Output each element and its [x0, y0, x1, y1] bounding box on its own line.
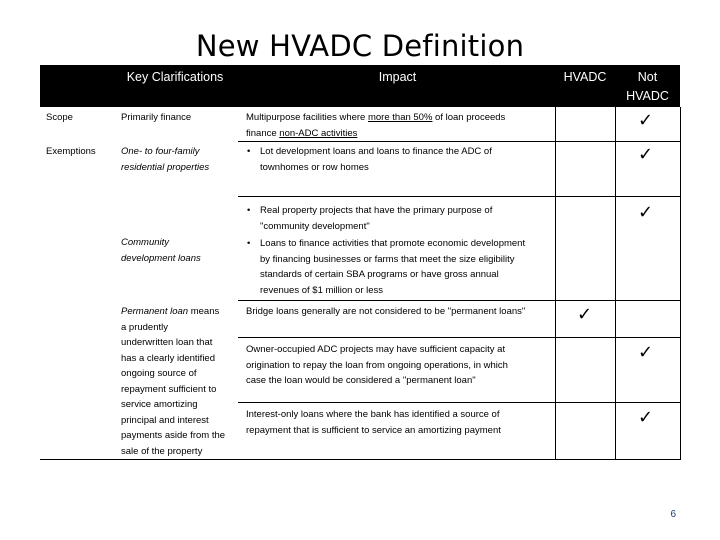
scope-impact-text-1: Multipurpose facilities where: [246, 112, 368, 123]
permanent-key: [121, 304, 239, 459]
permanent-key-line2: underwritten loan that: [121, 337, 213, 348]
bullet-icon: •: [247, 205, 251, 216]
header-not-hvadc-line1: Not: [637, 70, 658, 84]
permanent-key-line6: service amortizing: [121, 399, 198, 410]
exemptions-impact-line1: Lot development loans and loans to finance the ADC of: [260, 146, 492, 157]
owner-occupied-line3: case the loan would be considered a "permanent loan": [246, 375, 476, 386]
header-key-clarifications: Key Clarifications: [126, 70, 224, 84]
check-icon-community-not-hvadc: ✓: [638, 202, 654, 223]
exemptions-impact-line2: townhomes or row homes: [260, 161, 369, 173]
community-bullet1-line2: "community development": [260, 220, 370, 232]
permanent-key-line5: repayment sufficient to: [121, 383, 217, 395]
check-icon-exemptions-not-hvadc: ✓: [638, 144, 654, 165]
divider-community: [238, 300, 681, 301]
community-bullet2-line3: standards of certain SBA programs or have gross annual: [260, 269, 499, 280]
check-icon-owner-occupied-not-hvadc: ✓: [638, 342, 654, 363]
exemptions-key-line2: residential properties: [121, 161, 210, 173]
header-hvadc: HVADC: [563, 70, 607, 84]
owner-occupied-line1: Owner-occupied ADC projects may have sufficient capacity at: [246, 344, 506, 355]
community-bullet1-line1: Real property projects that have the primary purpose of: [260, 205, 493, 216]
page-number: 6: [670, 509, 676, 520]
permanent-interest-only: [246, 407, 551, 438]
scope-impact: [246, 110, 551, 141]
community-key-line1: Community: [121, 237, 170, 248]
row-label-exemptions: Exemptions: [46, 146, 96, 157]
permanent-key-line0: means: [190, 306, 220, 317]
divider-exemptions-1: [238, 196, 681, 197]
community-bullet2-line2: by financing businesses or farms that meet the size eligibility: [260, 253, 515, 265]
bullet-icon: •: [247, 146, 251, 157]
divider-scope: [238, 141, 681, 142]
exemptions-key: [121, 144, 209, 175]
header-impact: Impact: [378, 70, 417, 84]
scope-impact-underlined: more than 50%: [367, 112, 433, 123]
permanent-key-line8: payments aside from the: [121, 430, 226, 441]
divider-owner-occupied: [238, 402, 681, 403]
permanent-key-line3: has a clearly identified: [121, 352, 215, 364]
check-icon-bridge-hvadc: ✓: [577, 304, 593, 325]
permanent-key-italic: Permanent loan: [121, 306, 189, 317]
permanent-key-line4: ongoing source of: [121, 368, 197, 379]
community-bullet2-line1: Loans to finance activities that promote economic development: [260, 238, 526, 249]
divider-bridge: [238, 337, 681, 338]
scope-key: Primarily finance: [121, 112, 192, 123]
community-key-line2: development loans: [121, 252, 201, 264]
header-not-hvadc-line2: HVADC: [626, 89, 669, 103]
community-key: [121, 235, 201, 266]
page-title: New HVADC Definition: [195, 29, 525, 63]
permanent-key-line1: a prudently: [121, 321, 169, 333]
scope-impact-text-3: finance: [246, 127, 280, 139]
exemptions-key-line1: One- to four-family: [121, 146, 200, 157]
permanent-owner-occupied: [246, 342, 551, 389]
permanent-bridge-loans: Bridge loans generally are not considered to be "permanent loans": [246, 306, 526, 317]
row-label-scope: Scope: [46, 112, 73, 123]
permanent-key-line7: principal and interest: [121, 414, 209, 426]
bullet-icon: •: [247, 238, 251, 249]
grid-line-hvadc-right: [615, 107, 616, 459]
interest-only-line2: repayment that is sufficient to service an amortizing payment: [246, 424, 501, 436]
interest-only-line1: Interest-only loans where the bank has identified a source of: [246, 409, 500, 420]
permanent-key-line9: sale of the property: [121, 445, 203, 457]
community-bullet2-line4: revenues of $1 million or less: [260, 284, 384, 296]
scope-impact-underlined-2: non-ADC activities: [279, 127, 358, 139]
scope-impact-text-2: of loan proceeds: [432, 112, 506, 123]
check-icon-scope-not-hvadc: ✓: [638, 110, 654, 131]
grid-line-bottom: [40, 459, 681, 460]
grid-line-right: [680, 107, 681, 459]
owner-occupied-line2: origination to repay the loan from ongoing operations, in which: [246, 359, 508, 371]
header-not-hvadc: [615, 68, 680, 106]
check-icon-interest-only-not-hvadc: ✓: [638, 407, 654, 428]
